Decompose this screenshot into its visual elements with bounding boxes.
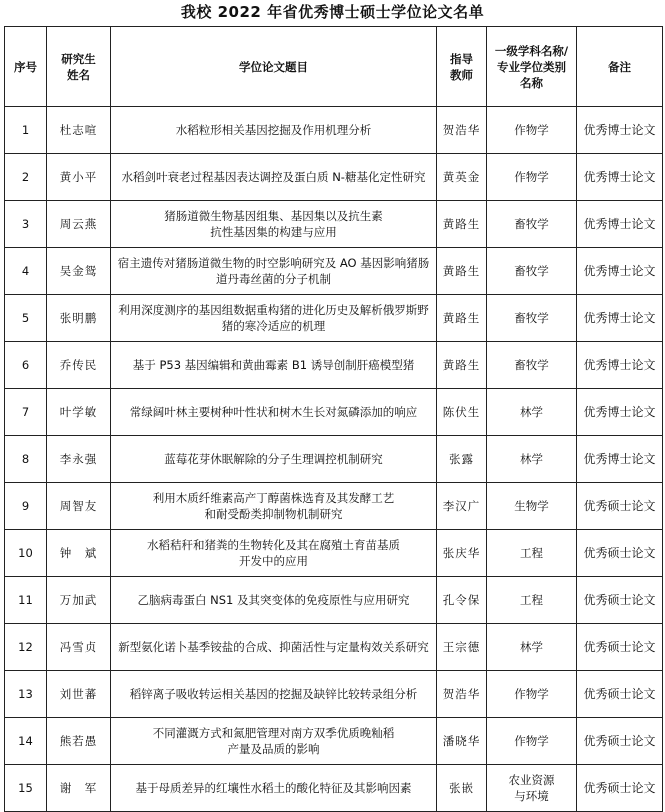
cell-thesis: 宿主遗传对猪肠道微生物的时空影响研究及 AO 基因影响猪肠 道丹毒丝菌的分子机制 xyxy=(111,248,437,295)
cell-no: 8 xyxy=(5,436,47,483)
cell-advisor: 孔令保 xyxy=(437,577,487,624)
cell-advisor: 张庆华 xyxy=(437,530,487,577)
thesis-list-table xyxy=(4,26,663,812)
cell-thesis: 不同灌溉方式和氮肥管理对南方双季优质晚籼稻 产量及品质的影响 xyxy=(111,718,437,765)
cell-note: 优秀博士论文 xyxy=(577,107,663,154)
cell-discipline: 农业资源 与环境 xyxy=(487,765,577,812)
cell-advisor: 潘晓华 xyxy=(437,718,487,765)
cell-discipline: 畜牧学 xyxy=(487,342,577,389)
cell-no: 7 xyxy=(5,389,47,436)
cell-note: 优秀博士论文 xyxy=(577,248,663,295)
cell-note: 优秀博士论文 xyxy=(577,295,663,342)
cell-discipline: 畜牧学 xyxy=(487,201,577,248)
cell-discipline: 作物学 xyxy=(487,107,577,154)
table-row xyxy=(5,201,663,248)
cell-student: 叶学敏 xyxy=(47,389,111,436)
cell-thesis: 水稻秸秆和猪粪的生物转化及其在腐殖土育苗基质 开发中的应用 xyxy=(111,530,437,577)
cell-discipline: 工程 xyxy=(487,530,577,577)
cell-student: 刘世蕃 xyxy=(47,671,111,718)
cell-note: 优秀硕士论文 xyxy=(577,671,663,718)
cell-thesis: 乙脑病毒蛋白 NS1 及其突变体的免疫原性与应用研究 xyxy=(111,577,437,624)
cell-no: 13 xyxy=(5,671,47,718)
cell-no: 5 xyxy=(5,295,47,342)
table-row xyxy=(5,624,663,671)
cell-student: 乔传民 xyxy=(47,342,111,389)
cell-no: 14 xyxy=(5,718,47,765)
cell-student: 万加武 xyxy=(47,577,111,624)
cell-thesis: 常绿阔叶林主要树种叶性状和树木生长对氮磷添加的响应 xyxy=(111,389,437,436)
cell-no: 3 xyxy=(5,201,47,248)
cell-discipline: 作物学 xyxy=(487,718,577,765)
cell-discipline: 工程 xyxy=(487,577,577,624)
table-row xyxy=(5,248,663,295)
cell-student: 张明鹏 xyxy=(47,295,111,342)
table-row xyxy=(5,154,663,201)
cell-advisor: 贺浩华 xyxy=(437,107,487,154)
cell-thesis: 新型氨化诺卜基季铵盐的合成、抑菌活性与定量构效关系研究 xyxy=(111,624,437,671)
cell-note: 优秀博士论文 xyxy=(577,201,663,248)
table-row xyxy=(5,483,663,530)
cell-advisor: 黄路生 xyxy=(437,295,487,342)
cell-discipline: 生物学 xyxy=(487,483,577,530)
cell-no: 1 xyxy=(5,107,47,154)
cell-advisor: 李汉广 xyxy=(437,483,487,530)
cell-student: 谢 军 xyxy=(47,765,111,812)
cell-no: 2 xyxy=(5,154,47,201)
cell-note: 优秀硕士论文 xyxy=(577,624,663,671)
cell-note: 优秀博士论文 xyxy=(577,436,663,483)
cell-discipline: 畜牧学 xyxy=(487,295,577,342)
table-row xyxy=(5,389,663,436)
table-row xyxy=(5,436,663,483)
cell-advisor: 黄路生 xyxy=(437,201,487,248)
cell-thesis: 利用木质纤维素高产丁醇菌株选育及其发酵工艺 和耐受酚类抑制物机制研究 xyxy=(111,483,437,530)
cell-student: 黄小平 xyxy=(47,154,111,201)
cell-advisor: 黄路生 xyxy=(437,248,487,295)
cell-no: 11 xyxy=(5,577,47,624)
cell-discipline: 林学 xyxy=(487,624,577,671)
cell-no: 4 xyxy=(5,248,47,295)
cell-advisor: 黄英金 xyxy=(437,154,487,201)
header-note: 备注 xyxy=(577,27,663,107)
cell-thesis: 水稻剑叶衰老过程基因表达调控及蛋白质 N-糖基化定性研究 xyxy=(111,154,437,201)
cell-student: 熊若愚 xyxy=(47,718,111,765)
cell-thesis: 蓝莓花芽休眠解除的分子生理调控机制研究 xyxy=(111,436,437,483)
cell-advisor: 张嵌 xyxy=(437,765,487,812)
cell-thesis: 稻锌离子吸收转运相关基因的挖掘及缺锌比较转录组分析 xyxy=(111,671,437,718)
table-row xyxy=(5,342,663,389)
cell-advisor: 张露 xyxy=(437,436,487,483)
cell-discipline: 林学 xyxy=(487,389,577,436)
cell-note: 优秀博士论文 xyxy=(577,389,663,436)
cell-student: 吴金鸳 xyxy=(47,248,111,295)
cell-thesis: 猪肠道微生物基因组集、基因集以及抗生素 抗性基因集的构建与应用 xyxy=(111,201,437,248)
cell-thesis: 水稻粒形相关基因挖掘及作用机理分析 xyxy=(111,107,437,154)
cell-student: 周云燕 xyxy=(47,201,111,248)
table-body xyxy=(5,107,663,812)
cell-thesis: 利用深度测序的基因组数据重构猪的进化历史及解析俄罗斯野 猪的寒冷适应的机理 xyxy=(111,295,437,342)
cell-no: 6 xyxy=(5,342,47,389)
table-row xyxy=(5,671,663,718)
cell-no: 9 xyxy=(5,483,47,530)
cell-student: 周智友 xyxy=(47,483,111,530)
cell-thesis: 基于 P53 基因编辑和黄曲霉素 B1 诱导创制肝癌模型猪 xyxy=(111,342,437,389)
cell-note: 优秀硕士论文 xyxy=(577,577,663,624)
cell-note: 优秀硕士论文 xyxy=(577,530,663,577)
table-row xyxy=(5,765,663,812)
cell-discipline: 林学 xyxy=(487,436,577,483)
cell-student: 李永强 xyxy=(47,436,111,483)
cell-advisor: 贺浩华 xyxy=(437,671,487,718)
cell-advisor: 黄路生 xyxy=(437,342,487,389)
cell-discipline: 作物学 xyxy=(487,154,577,201)
table-row xyxy=(5,295,663,342)
header-advisor: 指导 教师 xyxy=(437,27,487,107)
cell-student: 冯雪贞 xyxy=(47,624,111,671)
cell-student: 钟 斌 xyxy=(47,530,111,577)
cell-note: 优秀硕士论文 xyxy=(577,765,663,812)
cell-no: 10 xyxy=(5,530,47,577)
cell-discipline: 畜牧学 xyxy=(487,248,577,295)
cell-advisor: 王宗德 xyxy=(437,624,487,671)
table-row xyxy=(5,577,663,624)
header-no: 序号 xyxy=(5,27,47,107)
header-student: 研究生 姓名 xyxy=(47,27,111,107)
cell-advisor: 陈伏生 xyxy=(437,389,487,436)
cell-note: 优秀博士论文 xyxy=(577,154,663,201)
table-row xyxy=(5,718,663,765)
cell-note: 优秀博士论文 xyxy=(577,342,663,389)
cell-thesis: 基于母质差异的红壤性水稻土的酸化特征及其影响因素 xyxy=(111,765,437,812)
cell-note: 优秀硕士论文 xyxy=(577,483,663,530)
header-discipline: 一级学科名称/ 专业学位类别 名称 xyxy=(487,27,577,107)
table-header-row xyxy=(5,27,663,107)
cell-student: 杜志喧 xyxy=(47,107,111,154)
cell-no: 12 xyxy=(5,624,47,671)
header-thesis: 学位论文题目 xyxy=(111,27,437,107)
cell-no: 15 xyxy=(5,765,47,812)
table-row xyxy=(5,107,663,154)
cell-note: 优秀硕士论文 xyxy=(577,718,663,765)
document-title: 我校 2022 年省优秀博士硕士学位论文名单 xyxy=(180,3,485,21)
table-row xyxy=(5,530,663,577)
cell-discipline: 作物学 xyxy=(487,671,577,718)
